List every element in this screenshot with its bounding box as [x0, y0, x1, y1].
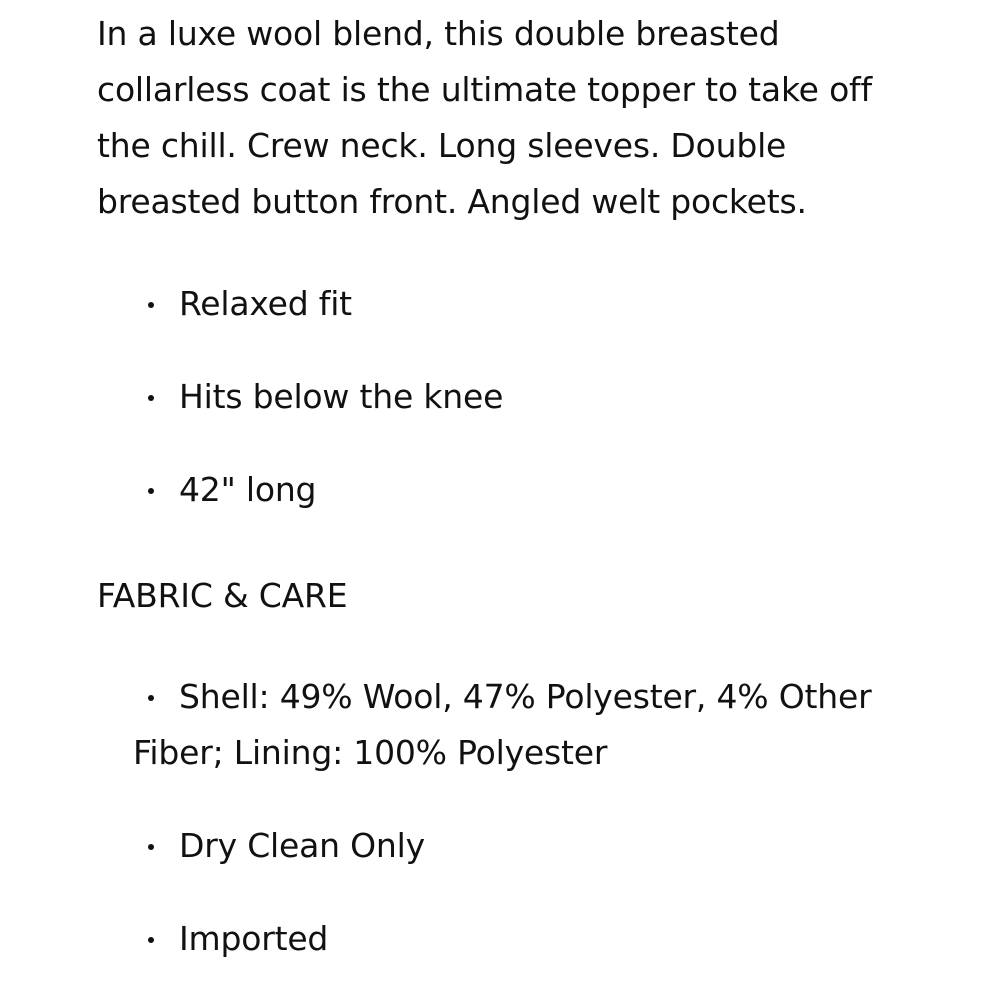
fabric-care-heading: FABRIC & CARE: [97, 576, 348, 615]
feature-item-length: 42" long: [97, 462, 917, 518]
feature-item-length-position: Hits below the knee: [97, 369, 917, 425]
product-details: [97, 0, 917, 1004]
feature-list: [97, 276, 917, 518]
care-item-composition: Shell: 49% Wool, 47% Polyester, 4% Other Fiber; Lining: 100% Polyester: [97, 669, 917, 781]
product-description: In a luxe wool blend, this double breasted collarless coat is the ultimate topper to take off the chill. Crew neck. Long sleeves. Double breasted button front. Angled welt pockets.: [97, 14, 872, 221]
care-item-origin: Imported: [97, 911, 917, 967]
feature-item-relaxed-fit: Relaxed fit: [97, 276, 917, 332]
fabric-care-list: [97, 669, 917, 967]
care-item-cleaning: Dry Clean Only: [97, 818, 917, 874]
